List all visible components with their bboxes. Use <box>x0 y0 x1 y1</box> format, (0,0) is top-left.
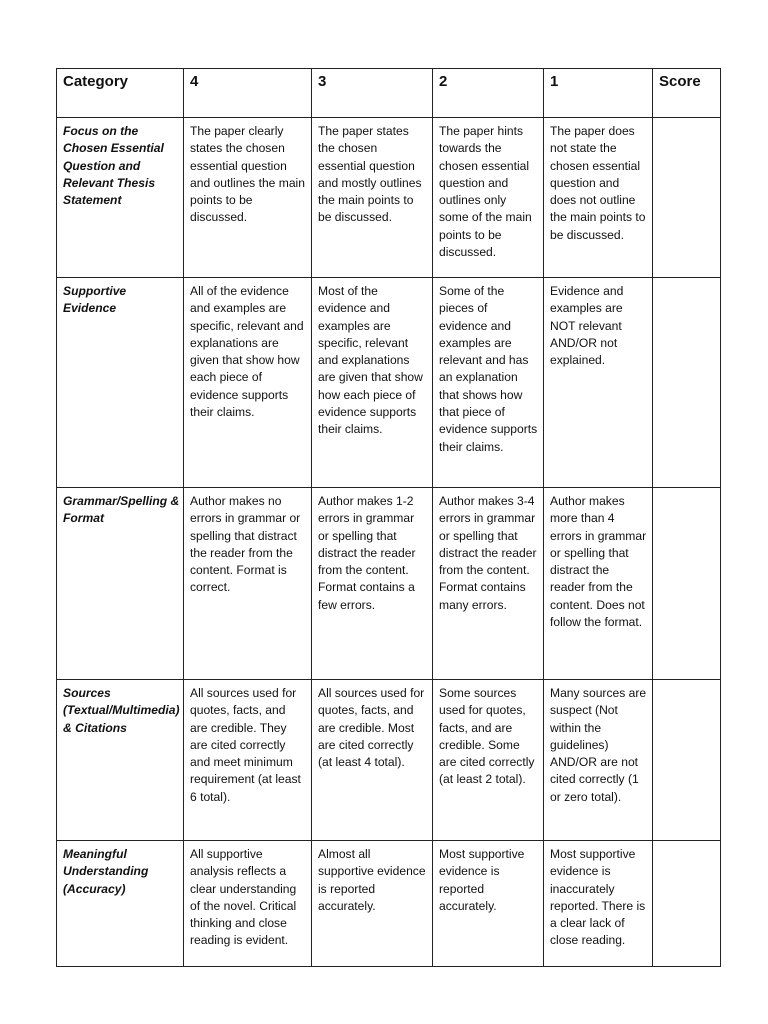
header-row <box>57 69 721 118</box>
rubric-table <box>56 68 721 967</box>
header-score-4: 4 <box>184 69 312 118</box>
header-category: Category <box>57 69 184 118</box>
category-cell: Meaningful Understanding (Accuracy) <box>57 841 184 967</box>
criteria-cell-1: Many sources are suspect (Not within the guidelines) AND/OR are not cited correctly (1 or zero total). <box>544 680 653 841</box>
header-score: Score <box>653 69 721 118</box>
score-cell <box>653 278 721 488</box>
rubric-row-focus <box>57 118 721 278</box>
criteria-cell-1: Most supportive evidence is inaccurately reported. There is a clear lack of close reading. <box>544 841 653 967</box>
category-cell: Focus on the Chosen Essential Question and Relevant Thesis Statement <box>57 118 184 278</box>
rubric-row-sources <box>57 680 721 841</box>
criteria-cell-2: Author makes 3-4 errors in grammar or spelling that distract the reader from the content. Format contains many errors. <box>433 488 544 680</box>
criteria-cell-3: The paper states the chosen essential question and mostly outlines the main points to be discussed. <box>312 118 433 278</box>
criteria-cell-4: Author makes no errors in grammar or spelling that distract the reader from the content. Format is correct. <box>184 488 312 680</box>
header-score-1: 1 <box>544 69 653 118</box>
header-score-2: 2 <box>433 69 544 118</box>
category-cell: Supportive Evidence <box>57 278 184 488</box>
criteria-cell-2: Most supportive evidence is reported accurately. <box>433 841 544 967</box>
criteria-cell-3: Almost all supportive evidence is reported accurately. <box>312 841 433 967</box>
category-cell: Sources (Textual/Multimedia) & Citations <box>57 680 184 841</box>
score-cell <box>653 680 721 841</box>
criteria-cell-2: The paper hints towards the chosen essential question and outlines only some of the main points to be discussed. <box>433 118 544 278</box>
rubric-row-understanding <box>57 841 721 967</box>
criteria-cell-2: Some of the pieces of evidence and examples are relevant and has an explanation that shows how that piece of evidence supports their claims. <box>433 278 544 488</box>
criteria-cell-3: Author makes 1-2 errors in grammar or spelling that distract the reader from the content. Format contains a few errors. <box>312 488 433 680</box>
criteria-cell-3: Most of the evidence and examples are specific, relevant and explanations are given that show how each piece of evidence supports their claims. <box>312 278 433 488</box>
criteria-cell-1: Evidence and examples are NOT relevant AND/OR not explained. <box>544 278 653 488</box>
criteria-cell-1: Author makes more than 4 errors in grammar or spelling that distract the reader from the content. Does not follow the format. <box>544 488 653 680</box>
score-cell <box>653 118 721 278</box>
score-cell <box>653 841 721 967</box>
criteria-cell-4: The paper clearly states the chosen essential question and outlines the main points to be discussed. <box>184 118 312 278</box>
criteria-cell-4: All supportive analysis reflects a clear understanding of the novel. Critical thinking and close reading is evident. <box>184 841 312 967</box>
header-score-3: 3 <box>312 69 433 118</box>
criteria-cell-3: All sources used for quotes, facts, and are credible. Most are cited correctly (at least 4 total). <box>312 680 433 841</box>
criteria-cell-2: Some sources used for quotes, facts, and are credible. Some are cited correctly (at least 2 total). <box>433 680 544 841</box>
criteria-cell-4: All sources used for quotes, facts, and are credible. They are cited correctly and meet minimum requirement (at least 6 total). <box>184 680 312 841</box>
rubric-row-grammar <box>57 488 721 680</box>
criteria-cell-4: All of the evidence and examples are specific, relevant and explanations are given that show how each piece of evidence supports their claims. <box>184 278 312 488</box>
category-cell: Grammar/Spelling & Format <box>57 488 184 680</box>
rubric-row-evidence <box>57 278 721 488</box>
criteria-cell-1: The paper does not state the chosen essential question and does not outline the main points to be discussed. <box>544 118 653 278</box>
score-cell <box>653 488 721 680</box>
